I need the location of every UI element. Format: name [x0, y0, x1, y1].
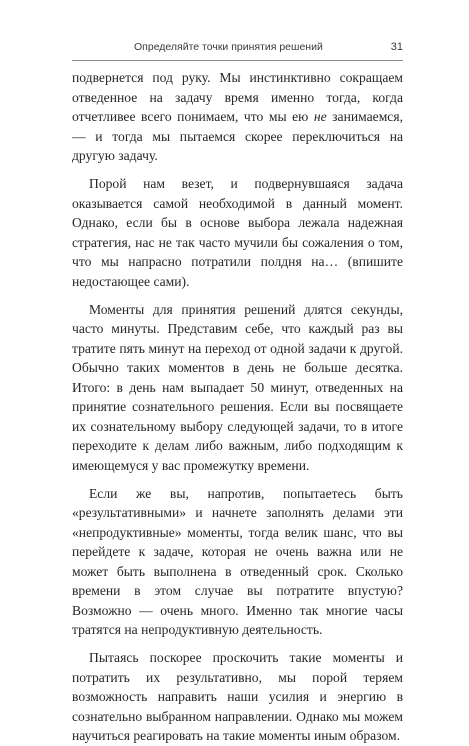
header-divider — [72, 60, 403, 61]
page-number: 31 — [390, 41, 403, 53]
running-header — [72, 41, 403, 57]
paragraph-1-text-end: занимаемся, — и тогда мы пытаемся скорее переключиться на другую задачу. — [72, 109, 403, 163]
paragraph-1-emphasis: не — [313, 109, 327, 124]
body-text — [72, 68, 403, 746]
paragraph-1-text-start: подвернется под руку. Мы инстинктивно сокращаем отведенное на задачу время именно тогда, когда отчетливее всего понимаем, что мы ею — [72, 70, 403, 124]
paragraph-2: Порой нам везет, и подвернувшаяся задача оказывается самой необходимой в данный момент. Однако, если бы в основе выбора лежала надежная стратегия, нас не так часто мучили бы сожаления о том, что мы напрасно потратили полдня на… (впишите недостающее сами). — [72, 176, 403, 289]
paragraph-1 — [72, 68, 403, 166]
paragraph-4: Если же вы, напротив, попытаетесь быть «результативными» и начнете заполнять делами эти «непродуктивные» моменты, тогда велик шанс, что вы перейдете к задаче, которая не очень важна или не может быть выполнена в отведенный срок. Сколько времени в этом случае вы потратите впустую? Возможно — очень много. Именно так многие часы тратятся на непродуктивную деятельность. — [72, 485, 403, 637]
paragraph-3: Моменты для принятия решений длятся секунды, часто минуты. Представим себе, что каждый раз вы тратите пять минут на переход от одной задачи к другой. Обычно таких моментов в день не больше десятка. Итого: в день нам выпадает 50 минут, отведенных на принятие сознательного решения. Если вы посвящаете их сознательному выбору следующей задачи, то в итоге переходите к делам либо важным, либо подходящим к имеющемуся у вас промежутку времени. — [72, 301, 403, 473]
running-title: Определяйте точки принятия решений — [134, 41, 323, 53]
paragraph-5: Пытаясь поскорее проскочить такие моменты и потратить их результативно, мы порой теряем возможность направить наши усилия и энергию в сознательно выбранном направлении. Однако мы можем научиться реагировать на такие моменты иным образом. — [72, 650, 403, 743]
